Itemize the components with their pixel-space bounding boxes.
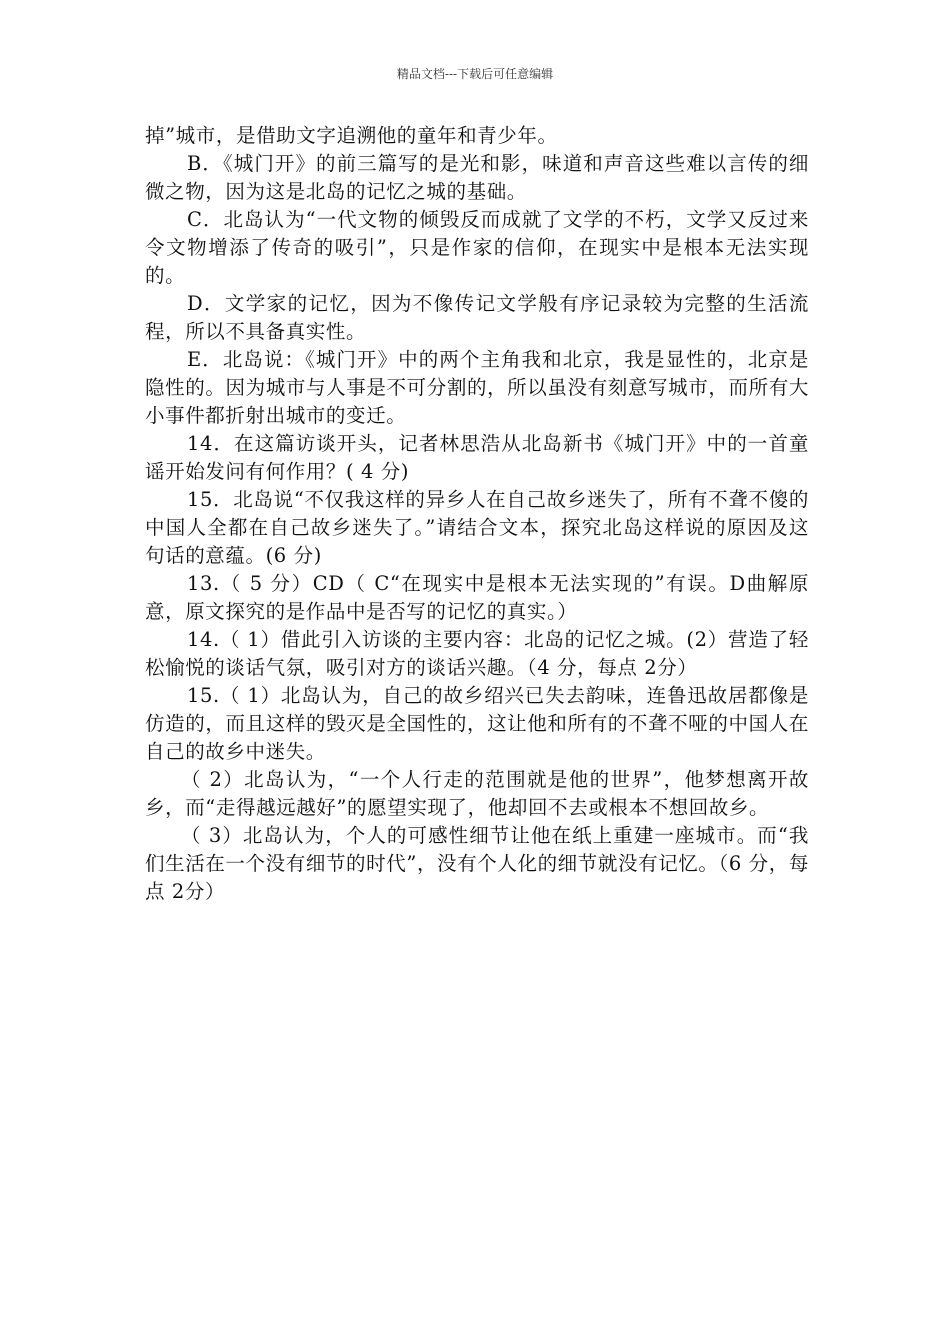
answer-15-part-1: 15.（ 1）北岛认为，自己的故乡绍兴已失去韵味，连鲁迅故居都像是仿造的，而且这样的毁灭是全国性的，这让他和所有的不聋不哑的中国人在自己的故乡中迷失。 xyxy=(145,684,809,763)
answer-13: 13.（ 5 分）CD（ C“在现实中是根本无法实现的”有误。D曲解原意，原文探究的是作品中是否写的记忆的真实。） xyxy=(145,572,809,623)
question-15: 15．北岛说“不仅我这样的异乡人在自己故乡迷失了，所有不聋不傻的中国人全都在自己故乡迷失了。”请结合文本，探究北岛这样说的原因及这句话的意蕴。(6 分) xyxy=(145,488,809,567)
option-c: C．北岛认为“一代文物的倾毁反而成就了文学的不朽，文学又反过来令文物增添了传奇的吸引”，只是作家的信仰，在现实中是根本无法实现的。 xyxy=(145,208,809,287)
answer-14: 14.（ 1）借此引入访谈的主要内容：北岛的记忆之城。(2）营造了轻松愉悦的谈话气氛，吸引对方的谈话兴趣。（4 分，每点 2分） xyxy=(145,628,809,679)
answer-15-part-3: （ 3）北岛认为，个人的可感性细节让他在纸上重建一座城市。而“我们生活在一个没有细节的时代”，没有个人化的细节就没有记忆。（6 分，每点 2分） xyxy=(145,824,809,903)
question-14: 14．在这篇访谈开头，记者林思浩从北岛新书《城门开》中的一首童谣开始发问有何作用？( 4 分) xyxy=(145,432,809,483)
option-d: D．文学家的记忆，因为不像传记文学般有序记录较为完整的生活流程，所以不具备真实性。 xyxy=(145,292,809,343)
answer-15-part-2: （ 2）北岛认为，“一个人行走的范围就是他的世界”，他梦想离开故乡，而“走得越远越好”的愿望实现了，他却回不去或根本不想回故乡。 xyxy=(145,768,809,819)
option-e: E．北岛说：《城门开》中的两个主角我和北京，我是显性的，北京是隐性的。因为城市与人事是不可分割的，所以虽没有刻意写城市，而所有大小事件都折射出城市的变迁。 xyxy=(145,348,809,427)
page-header: 精品文档---下载后可任意编辑 xyxy=(396,67,554,81)
option-b: B．《城门开》的前三篇写的是光和影，味道和声音这些难以言传的细微之物，因为这是北岛的记忆之城的基础。 xyxy=(145,152,809,203)
document-body xyxy=(145,122,809,906)
paragraph-continuation: 掉”城市，是借助文字追溯他的童年和青少年。 xyxy=(145,124,558,147)
